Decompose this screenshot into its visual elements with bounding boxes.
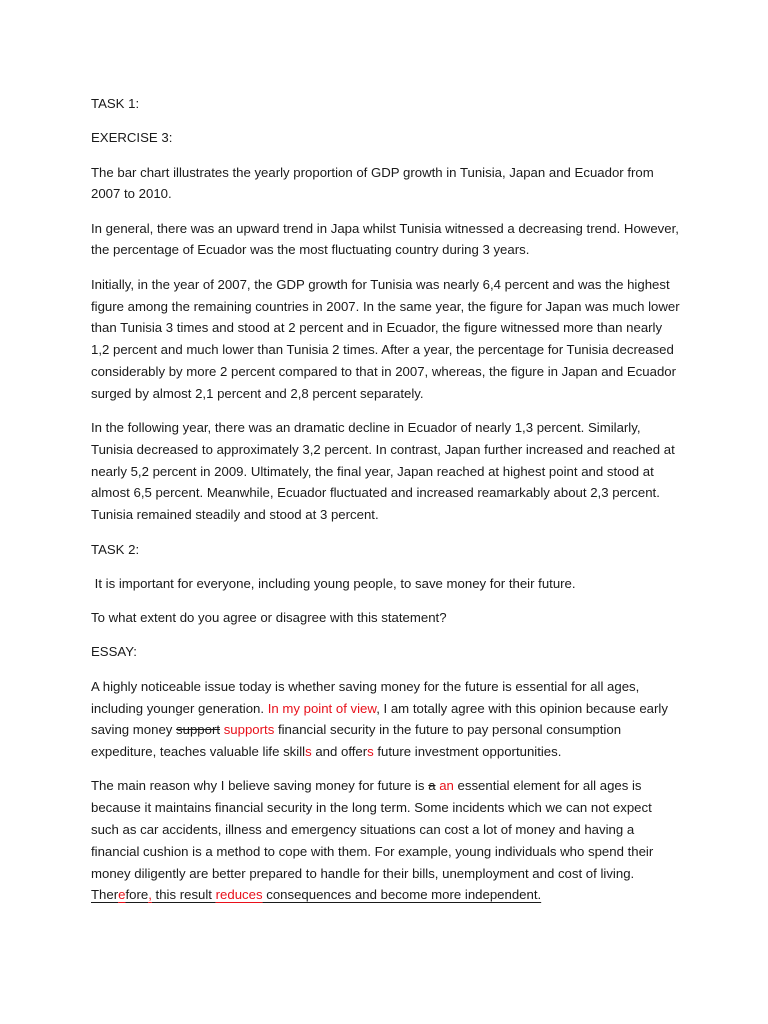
correction-insert: e bbox=[118, 887, 126, 903]
correction-insert: In my point of view bbox=[267, 700, 377, 716]
task1-paragraph-detail-2: In the following year, there was an dramatic decline in Ecuador of nearly 1,3 percent. Similarly, Tunisia decreased to approximately 3,2 percent. In contrast, Japan further increased and reached at nearly 5,2 percent in 2009. Ultimately, the final year, Japan reached at highest point and stood at almost 6,5 percent. Meanwhile, Ecuador fluctuated and increased reamarkably about 2,3 percent. Tunisia remained steadily and stood at 3 percent. bbox=[91, 420, 675, 523]
task1-heading: TASK 1: bbox=[91, 96, 140, 111]
task2-question: To what extent do you agree or disagree with this statement? bbox=[91, 610, 447, 626]
task2-heading: TASK 2: bbox=[91, 541, 140, 557]
task1-paragraph-overview: In general, there was an upward trend in Japa whilst Tunisia witnessed a decreasing trend. However, the percentage of Ecuador was the most fluctuating country during 3 years. bbox=[91, 220, 679, 258]
correction-strikethrough: support bbox=[176, 722, 221, 738]
exercise-heading: EXERCISE 3: bbox=[91, 130, 173, 146]
correction-insert: supports bbox=[223, 722, 275, 738]
correction-strikethrough: a bbox=[428, 778, 436, 794]
essay-text: and offer bbox=[311, 744, 368, 760]
essay-text: A highly noticeable issue today is whether saving money for the future is essential for all ages, including younger generation. bbox=[91, 678, 640, 716]
correction-insert: s bbox=[305, 744, 312, 760]
correction-insert: an bbox=[439, 778, 454, 794]
correction-insert: s bbox=[367, 744, 374, 760]
task1-paragraph-detail-1: Initially, in the year of 2007, the GDP growth for Tunisia was nearly 6,4 percent and was the highest figure among the remaining countries in 2007. In the same year, the figure for Japan was much lower than Tunisia 3 times and stood at 2 percent and in Ecuador, the figure witnessed more than nearly 1,2 percent and much lower than Tunisia 2 times. After a year, the percentage for Tunisia decreased considerably by more 2 percent compared to that in 2007, whereas, the figure in Japan and Ecuador surged by almost 2,1 percent and 2,8 percent separately. bbox=[91, 276, 680, 401]
document-body bbox=[91, 93, 681, 919]
essay-text: essential element for all ages is because it maintains financial security in the long term. Some incidents which we can not expect such as car accidents, illness and emergency situations can cost a lot of money and having a financial cushion is a method to cope with them. For example, young individuals who spend their money diligently are better prepared to handle for their bills, unemployment and cost of living. bbox=[91, 778, 654, 881]
essay-text: The main reason why I believe saving money for future is bbox=[91, 778, 429, 794]
underlined-text: Ther bbox=[91, 887, 119, 903]
essay-text: , I am totally agree with this opinion because early saving money bbox=[91, 700, 668, 738]
correction-insert: , bbox=[148, 887, 152, 903]
underlined-text: consequences and become more independent. bbox=[262, 887, 542, 903]
essay-heading: ESSAY: bbox=[91, 644, 137, 660]
essay-text: future investment opportunities. bbox=[373, 744, 562, 760]
essay-text: financial security in the future to pay personal consumption expediture, teaches valuable life skill bbox=[91, 722, 622, 760]
essay-paragraph-body-1 bbox=[91, 775, 681, 906]
underlined-text: this result bbox=[151, 887, 216, 903]
task1-paragraph-intro: The bar chart illustrates the yearly proportion of GDP growth in Tunisia, Japan and Ecuador from 2007 to 2010. bbox=[91, 164, 654, 202]
task2-prompt: It is important for everyone, including young people, to save money for their future. bbox=[91, 575, 576, 591]
essay-paragraph-intro bbox=[91, 676, 681, 763]
underlined-text: fore bbox=[125, 887, 149, 903]
correction-insert: reduces bbox=[215, 887, 263, 903]
